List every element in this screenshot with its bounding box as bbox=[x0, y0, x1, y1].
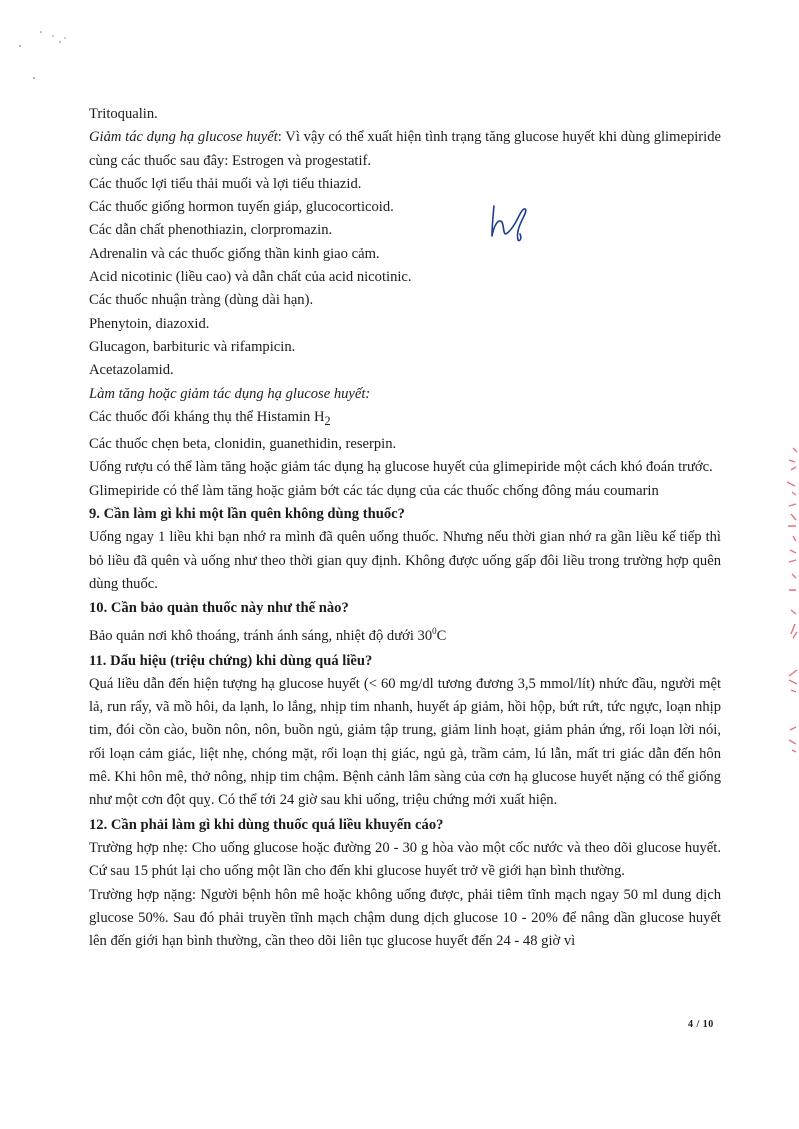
section-body-11: Quá liều dẫn đến hiện tượng hạ glucose huyết (< 60 mg/dl tương đương 3,5 mmol/lít) nhức đầu, người mệt lả, run rẩy, vã mồ hôi, da lạnh, lo lắng, nhịp tim nhanh, huyết áp giảm, hồi hộp, bứt rứt, tức ngực, loạn nhịp tim, đói cồn cào, buồn nôn, nôn, buồn ngủ, giảm tập trung, giảm linh hoạt, giảm phản ứng, rối loạn lời nói, rối loạn cảm giác, liệt nhẹ, chóng mặt, rối loạn thị giác, ngủ gà, trầm cảm, lú lẫn, mất tri giác dẫn đến hôn mê. Khi hôn mê, thở nông, nhịp tim chậm. Bệnh cảnh lâm sàng của cơn hạ glucose huyết nặng có thể giống như một cơn đột quỵ. Có thể tới 24 giờ sau khi uống, triệu chứng mới xuất hiện. bbox=[89, 675, 721, 809]
red-stamp-edge bbox=[777, 440, 799, 780]
superscript: 0 bbox=[432, 626, 437, 637]
text-line: Các thuốc chẹn beta, clonidin, guanethidin, reserpin. bbox=[89, 436, 397, 453]
paragraph: Uống rượu có thể làm tăng hoặc giảm tác dụng hạ glucose huyết của glimepiride một cách khó đoán trước. bbox=[89, 459, 713, 476]
section-body-12a: Trường hợp nhẹ: Cho uống glucose hoặc đường 20 - 30 g hòa vào một cốc nước và theo dõi glucose huyết. Cứ sau 15 phút lại cho uống một lần cho đến khi glucose huyết trở về giới hạn bình thường. bbox=[89, 839, 721, 880]
section-heading-10: 10. Cần bảo quản thuốc này như thế nào? bbox=[89, 600, 349, 617]
section-body-9: Uống ngay 1 liều khi bạn nhớ ra mình đã quên uống thuốc. Nhưng nếu thời gian nhớ ra gần liều kế tiếp thì bỏ liều đã quên và uống như theo thời gian quy định. Không được uống gấp đôi liều trong trường hợp quên dùng thuốc. bbox=[89, 529, 721, 592]
text-line: Acetazolamid. bbox=[89, 362, 174, 379]
text-span: Các thuốc đối kháng thụ thể Histamin H bbox=[89, 408, 325, 425]
text-line: Glucagon, barbituric và rifampicin. bbox=[89, 338, 296, 355]
text-line: Glimepiride có thể làm tăng hoặc giảm bớt các tác dụng của các thuốc chống đông máu coumarin bbox=[89, 482, 659, 499]
text-line: Các dẫn chất phenothiazin, clorpromazin. bbox=[89, 222, 333, 239]
text-line: Tritoqualin. bbox=[89, 106, 158, 122]
document-content bbox=[89, 103, 721, 953]
text-line: Acid nicotinic (liều cao) và dẫn chất của acid nicotinic. bbox=[89, 269, 412, 286]
scan-specks bbox=[8, 22, 78, 82]
text-line: Adrenalin và các thuốc giống thần kinh giao cảm. bbox=[89, 245, 380, 262]
paragraph-text: : Vì vậy có thể xuất hiện tình trạng tăng glucose huyết khi dùng glimepiride cùng các thuốc sau đây: Estrogen và progestatif. bbox=[89, 129, 721, 169]
italic-heading: Giảm tác dụng hạ glucose huyết bbox=[89, 129, 278, 146]
text-line: Các thuốc giống hormon tuyến giáp, glucocorticoid. bbox=[89, 199, 394, 216]
text-line: Phenytoin, diazoxid. bbox=[89, 315, 210, 332]
text-line bbox=[89, 406, 721, 433]
section-heading-11: 11. Dấu hiệu (triệu chứng) khi dùng quá liều? bbox=[89, 652, 373, 669]
subscript: 2 bbox=[324, 413, 331, 428]
section-body-12b: Trường hợp nặng: Người bệnh hôn mê hoặc không uống được, phải tiêm tĩnh mạch ngay 50 ml dung dịch glucose 50%. Sau đó phải truyền tĩnh mạch chậm dung dịch glucose 10 - 20% để nâng dần glucose huyết lên đến giới hạn bình thường, cần theo dõi liên tục glucose huyết đến 24 - 48 giờ vì bbox=[89, 886, 721, 950]
section-body-10 bbox=[89, 620, 721, 648]
italic-heading: Làm tăng hoặc giảm tác dụng hạ glucose huyết: bbox=[89, 385, 371, 402]
section-heading-9: 9. Cần làm gì khi một lần quên không dùng thuốc? bbox=[89, 505, 405, 522]
text-line: Các thuốc nhuận tràng (dùng dài hạn). bbox=[89, 292, 314, 309]
text-span: C bbox=[436, 628, 447, 645]
interaction-decrease-paragraph bbox=[89, 126, 721, 173]
text-line: Các thuốc lợi tiểu thải muối và lợi tiểu thiazid. bbox=[89, 175, 362, 192]
text-span: Bảo quản nơi khô thoáng, tránh ánh sáng, nhiệt độ dưới 30 bbox=[89, 628, 433, 645]
section-heading-12: 12. Cần phải làm gì khi dùng thuốc quá liều khuyến cáo? bbox=[89, 816, 444, 833]
page-number: 4 / 10 bbox=[688, 1019, 714, 1030]
